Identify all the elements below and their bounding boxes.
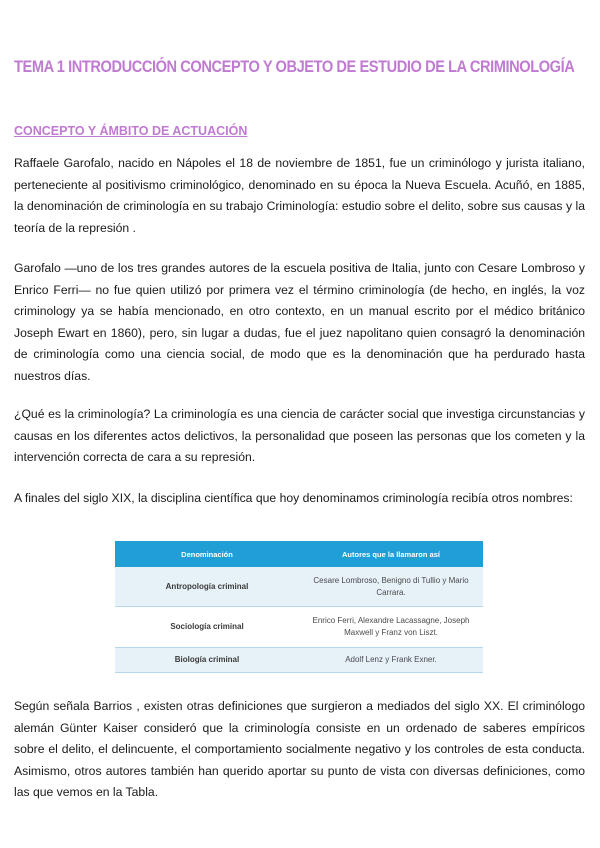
table-cell-denomination: Sociología criminal — [115, 607, 299, 648]
table-row — [115, 648, 483, 673]
table-row — [115, 567, 483, 607]
table-row — [115, 607, 483, 648]
table-cell-denomination: Biología criminal — [115, 648, 299, 673]
paragraph-garofalo-intro: Raffaele Garofalo, nacido en Nápoles el 18 de noviembre de 1851, fue un criminólogo y jurista italiano, perteneciente al positivismo criminológico, denominado en su época la Nueva Escuela. Acuñó, en 1885, la denominación de criminología en su trabajo Criminología: estudio sobre el delito, sobre sus causas y la teoría de la represión . — [14, 156, 585, 235]
table-cell-authors: Cesare Lombroso, Benigno di Tullio y Mario Carrara. — [299, 567, 483, 607]
paragraph-other-names: A finales del siglo XIX, la disciplina científica que hoy denominamos criminología recibía otros nombres: — [14, 491, 573, 505]
paragraph-definition: ¿Qué es la criminología? La criminología es una ciencia de carácter social que investiga circunstancias y causas en los diferentes actos delictivos, la personalidad que poseen las personas que los cometen y la intervención correcta de cara a su represión. — [14, 407, 585, 464]
table-header-cell: Denominación — [115, 541, 299, 567]
table-header-row — [115, 541, 483, 567]
table-cell-authors: Enrico Ferri, Alexandre Lacassagne, Joseph Maxwell y Franz von Liszt. — [299, 607, 483, 648]
section-heading: CONCEPTO Y ÁMBITO DE ACTUACIÓN — [14, 124, 248, 138]
document-title: TEMA 1 INTRODUCCIÓN CONCEPTO Y OBJETO DE ESTUDIO DE LA CRIMINOLOGÍA — [14, 57, 575, 76]
paragraph-other-definitions: Según señala Barrios , existen otras definiciones que surgieron a mediados del siglo XX. El criminólogo alemán Günter Kaiser consideró que la criminología consiste en un ordenado de saberes empíricos sobre el delito, el delincuente, el comportamiento socialmente negativo y los controles de esta conducta. Asimismo, otros autores también han querido aportar su punto de vista con diversas definiciones, como las que vemos en la Tabla. — [14, 699, 585, 799]
table-cell-authors: Adolf Lenz y Frank Exner. — [299, 648, 483, 673]
table-header-cell: Autores que la llamaron así — [299, 541, 483, 567]
table-cell-denomination: Antropología criminal — [115, 567, 299, 607]
names-table — [115, 541, 483, 673]
paragraph-garofalo-history: Garofalo —uno de los tres grandes autores de la escuela positiva de Italia, junto con Cesare Lombroso y Enrico Ferri— no fue quien utilizó por primera vez el término criminología (de hecho, en inglés, la voz criminology ya se había mencionado, en otro contexto, en un manual escrito por el médico británico Joseph Ewart en 1860), pero, sin lugar a dudas, fue el juez napolitano quien consagró la denominación de criminología como una ciencia social, de modo que es la denominación que ha perdurado hasta nuestros días. — [14, 261, 585, 383]
